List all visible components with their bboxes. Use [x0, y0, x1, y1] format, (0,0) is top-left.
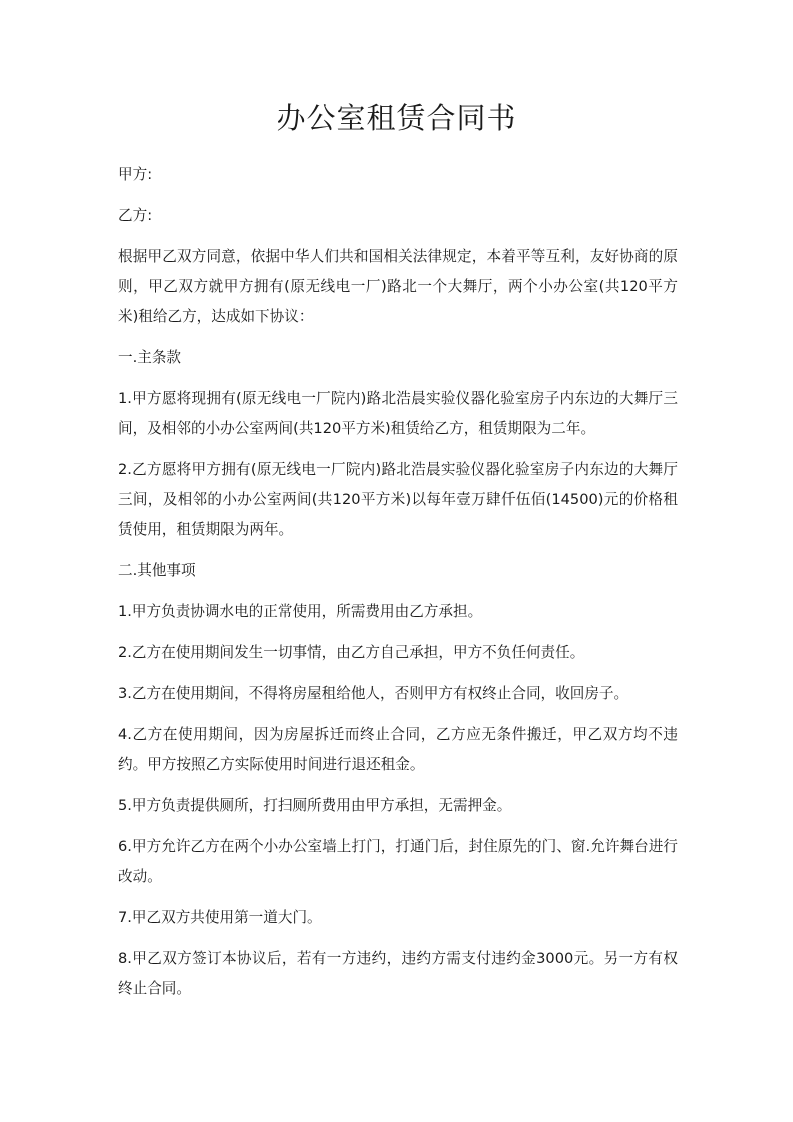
- clause-other-2: 2.乙方在使用期间发生一切事情，由乙方自己承担，甲方不负任何责任。: [118, 644, 585, 661]
- clause-other-1: 1.甲方负责协调水电的正常使用，所需费用由乙方承担。: [118, 603, 483, 620]
- section-heading-main-terms: 一.主条款: [118, 349, 182, 366]
- document-title: 办公室租赁合同书: [276, 101, 517, 135]
- clause-main-2: 2.乙方愿将甲方拥有(原无线电一厂院内)路北浩晨实验仪器化验室房子内东边的大舞厅三间，及相邻的小办公室两间(共120平方米)以每年壹万肆仟伍佰(14500)元的价格租赁使用，租赁期限为两年。: [118, 461, 678, 538]
- party-b-line: 乙方:: [118, 207, 153, 224]
- clause-other-8: 8.甲乙双方签订本协议后，若有一方违约，违约方需支付违约金3000元。另一方有权终止合同。: [118, 950, 678, 997]
- section-heading-other-matters: 二.其他事项: [118, 562, 196, 579]
- document-body: [118, 160, 678, 1015]
- preamble-paragraph: 根据甲乙双方同意，依据中华人们共和国相关法律规定，本着平等互利，友好协商的原则，甲乙双方就甲方拥有(原无线电一厂)路北一个大舞厅，两个小办公室(共120平方米)租给乙方，达成如下协议：: [118, 248, 678, 325]
- clause-other-4: 4.乙方在使用期间，因为房屋拆迁而终止合同，乙方应无条件搬迁，甲乙双方均不违约。甲方按照乙方实际使用时间进行退还租金。: [118, 726, 678, 773]
- clause-other-6: 6.甲方允许乙方在两个小办公室墙上打门，打通门后，封住原先的门、窗.允许舞台进行改动。: [118, 838, 678, 885]
- clause-other-5: 5.甲方负责提供厕所，打扫厕所费用由甲方承担，无需押金。: [118, 797, 512, 814]
- party-a-line: 甲方:: [118, 166, 153, 183]
- clause-other-3: 3.乙方在使用期间，不得将房屋租给他人，否则甲方有权终止合同，收回房子。: [118, 685, 629, 702]
- clause-main-1: 1.甲方愿将现拥有(原无线电一厂院内)路北浩晨实验仪器化验室房子内东边的大舞厅三间，及相邻的小办公室两间(共120平方米)租赁给乙方，租赁期限为二年。: [118, 390, 678, 437]
- clause-other-7: 7.甲乙双方共使用第一道大门。: [118, 909, 322, 926]
